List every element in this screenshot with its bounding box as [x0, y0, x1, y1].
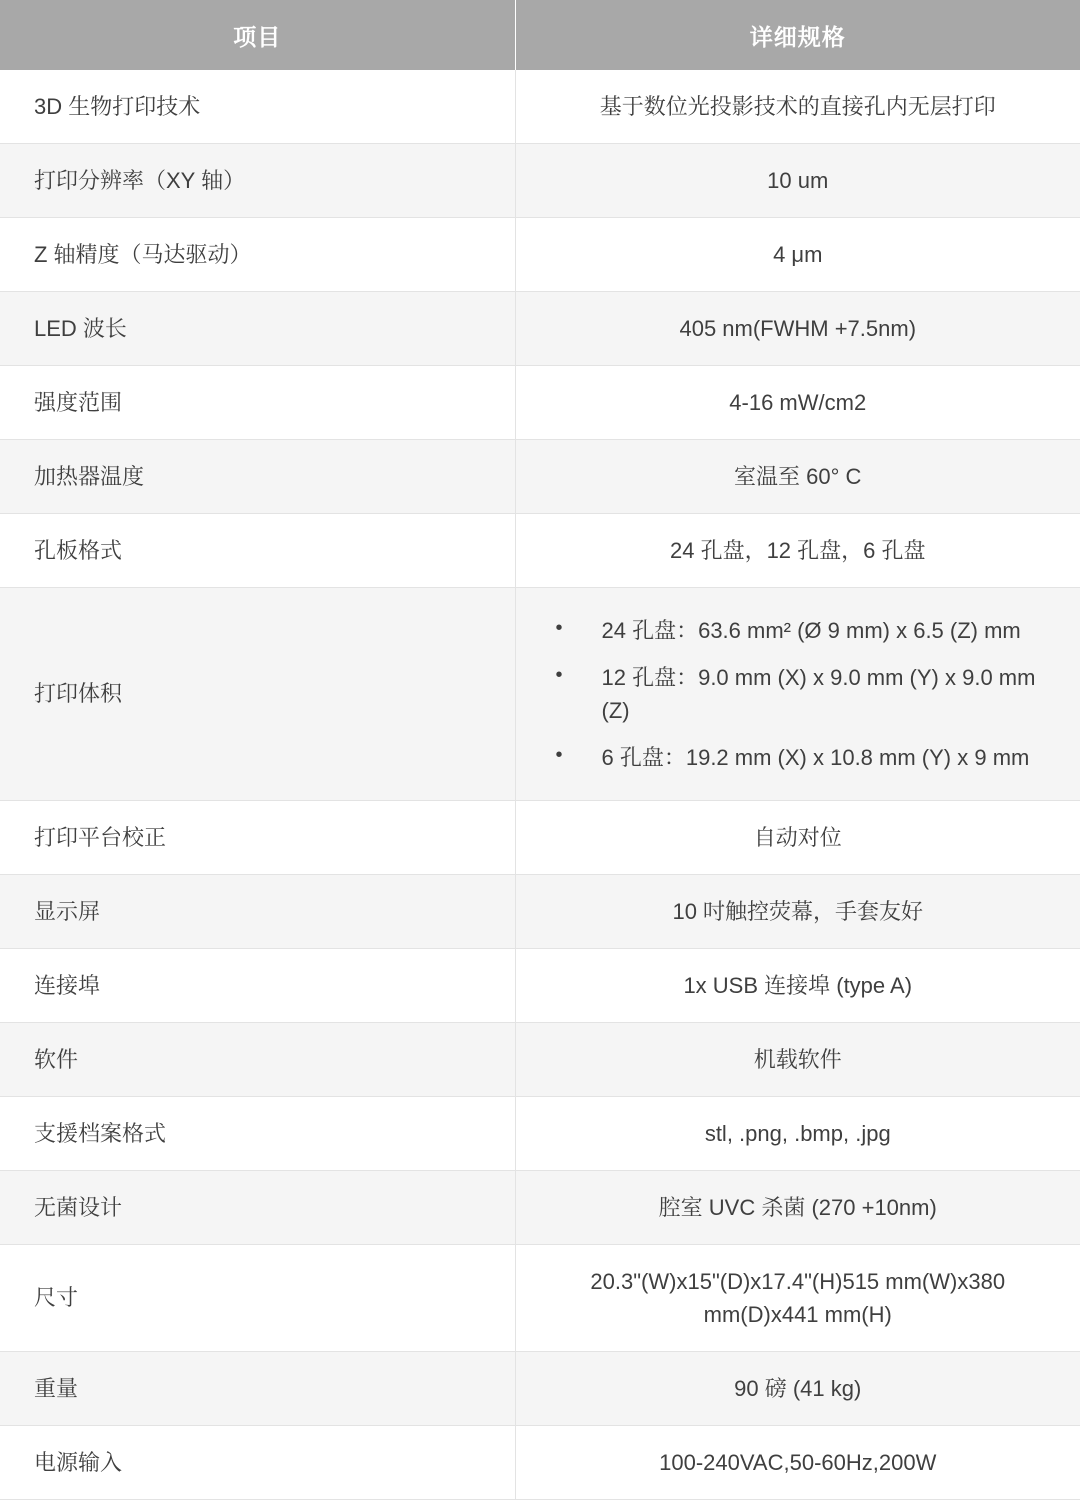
column-header-item: 项目 — [0, 0, 515, 70]
table-row — [0, 949, 1080, 1023]
row-value-list — [515, 588, 1080, 801]
row-value: 基于数位光投影技术的直接孔内无层打印 — [515, 70, 1080, 144]
row-label: 孔板格式 — [0, 514, 515, 588]
row-value: stl, .png, .bmp, .jpg — [515, 1097, 1080, 1171]
row-value: 10 吋触控荧幕，手套友好 — [515, 875, 1080, 949]
row-label: 加热器温度 — [0, 440, 515, 514]
row-value: 1x USB 连接埠 (type A) — [515, 949, 1080, 1023]
table-row — [0, 144, 1080, 218]
row-value: 室温至 60° C — [515, 440, 1080, 514]
table-header — [0, 0, 1080, 70]
table-row — [0, 292, 1080, 366]
table-row — [0, 1245, 1080, 1352]
row-label: 3D 生物打印技术 — [0, 70, 515, 144]
table-row — [0, 366, 1080, 440]
table-header-row — [0, 0, 1080, 70]
column-header-spec: 详细规格 — [515, 0, 1080, 70]
table-row — [0, 1171, 1080, 1245]
table-row — [0, 1097, 1080, 1171]
row-label: Z 轴精度（马达驱动） — [0, 218, 515, 292]
table-row — [0, 514, 1080, 588]
row-label: 电源输入 — [0, 1426, 515, 1500]
row-label: 显示屏 — [0, 875, 515, 949]
row-value: 405 nm(FWHM +7.5nm) — [515, 292, 1080, 366]
print-volume-list — [538, 614, 1059, 774]
table-row — [0, 1023, 1080, 1097]
row-value: 10 um — [515, 144, 1080, 218]
table-body — [0, 70, 1080, 1500]
row-label: 重量 — [0, 1352, 515, 1426]
table-row — [0, 70, 1080, 144]
table-row — [0, 588, 1080, 801]
row-label: 强度范围 — [0, 366, 515, 440]
row-value: 100-240VAC,50-60Hz,200W — [515, 1426, 1080, 1500]
table-row — [0, 440, 1080, 514]
row-label: 打印分辨率（XY 轴） — [0, 144, 515, 218]
row-label: 支援档案格式 — [0, 1097, 515, 1171]
row-value: 自动对位 — [515, 801, 1080, 875]
row-label: 打印平台校正 — [0, 801, 515, 875]
row-value: 腔室 UVC 杀菌 (270 +10nm) — [515, 1171, 1080, 1245]
row-value: 4-16 mW/cm2 — [515, 366, 1080, 440]
table-row — [0, 218, 1080, 292]
row-value: 机载软件 — [515, 1023, 1080, 1097]
list-item: • 6 孔盘：19.2 mm (X) x 10.8 mm (Y) x 9 mm — [556, 741, 1059, 774]
row-label: 尺寸 — [0, 1245, 515, 1352]
table-row — [0, 875, 1080, 949]
table-row — [0, 1352, 1080, 1426]
table-row — [0, 801, 1080, 875]
list-item: • 12 孔盘：9.0 mm (X) x 9.0 mm (Y) x 9.0 mm (Z) — [556, 661, 1059, 727]
row-label: 无菌设计 — [0, 1171, 515, 1245]
row-label: 软件 — [0, 1023, 515, 1097]
row-value: 24 孔盘，12 孔盘，6 孔盘 — [515, 514, 1080, 588]
row-value: 20.3"(W)x15"(D)x17.4"(H)515 mm(W)x380 mm(D)x441 mm(H) — [515, 1245, 1080, 1352]
row-value: 90 磅 (41 kg) — [515, 1352, 1080, 1426]
row-label: 打印体积 — [0, 588, 515, 801]
row-label: LED 波长 — [0, 292, 515, 366]
row-label: 连接埠 — [0, 949, 515, 1023]
row-value: 4 μm — [515, 218, 1080, 292]
list-item: • 24 孔盘：63.6 mm² (Ø 9 mm) x 6.5 (Z) mm — [556, 614, 1059, 647]
table-row — [0, 1426, 1080, 1500]
